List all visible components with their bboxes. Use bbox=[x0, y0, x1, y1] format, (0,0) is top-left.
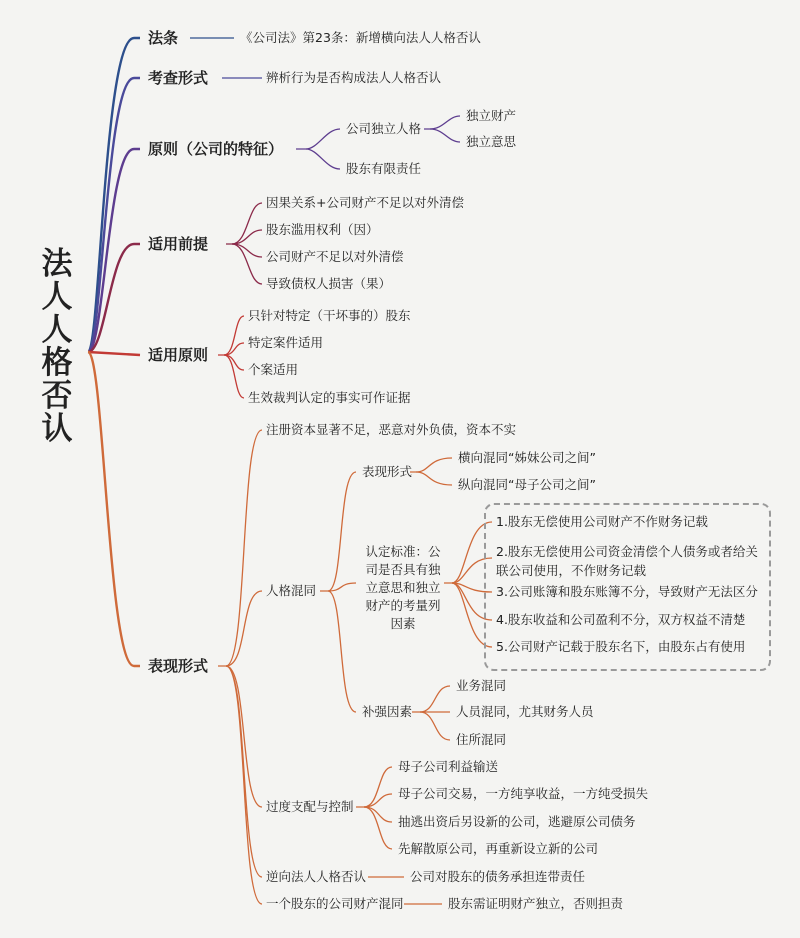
node-property: 独立财产 bbox=[466, 108, 517, 123]
apply-item: 生效裁判认定的事实可作证据 bbox=[248, 390, 411, 405]
root-title: 法 人 人 格 否 认 bbox=[41, 246, 73, 447]
node-manifest: 表现形式 bbox=[362, 464, 413, 479]
node-principle: 原则（公司的特征） bbox=[148, 140, 284, 158]
node-vertical: 纵向混同“母子公司之间” bbox=[458, 477, 596, 492]
standard-item: 2.股东无偿使用公司资金清偿个人债务或者给关联公司使用，不作财务记载 bbox=[496, 544, 758, 578]
supplement-item: 人员混同，尤其财务人员 bbox=[456, 704, 594, 719]
node-apply: 适用原则 bbox=[148, 346, 209, 364]
control-item: 母子公司利益输送 bbox=[398, 759, 499, 774]
node-limited: 股东有限责任 bbox=[346, 161, 422, 176]
node-single-text: 股东需证明财产独立，否则担责 bbox=[448, 896, 624, 911]
premise-item: 股东滥用权利（因） bbox=[266, 222, 379, 237]
node-reverse: 逆向法人人格否认 bbox=[266, 869, 367, 884]
premise-item: 公司财产不足以对外清偿 bbox=[266, 249, 404, 264]
node-supplement: 补强因素 bbox=[362, 704, 413, 719]
node-single: 一个股东的公司财产混同 bbox=[266, 896, 404, 911]
node-exam: 考查形式 bbox=[148, 69, 209, 87]
standard-item: 1.股东无偿使用公司财产不作财务记载 bbox=[496, 514, 708, 529]
node-horizontal: 横向混同“姊妹公司之间” bbox=[458, 450, 596, 465]
standard-item: 3.公司账簿和股东账簿不分，导致财产无法区分 bbox=[496, 584, 758, 599]
node-law-text: 《公司法》第23条：新增横向法人人格否认 bbox=[240, 30, 481, 45]
apply-item: 个案适用 bbox=[248, 362, 299, 377]
control-item: 先解散原公司，再重新设立新的公司 bbox=[398, 841, 599, 856]
node-independent: 公司独立人格 bbox=[346, 121, 422, 136]
node-will: 独立意思 bbox=[466, 134, 517, 149]
node-premise: 适用前提 bbox=[148, 235, 209, 253]
control-item: 母子公司交易，一方纯享收益，一方纯受损失 bbox=[398, 786, 649, 801]
node-control: 过度支配与控制 bbox=[266, 799, 354, 814]
node-standard: 认定标准：公司是否具有独立意思和独立财产的考量列因素 bbox=[365, 544, 441, 631]
standard-item: 4.股东收益和公司盈利不分，双方权益不清楚 bbox=[496, 612, 746, 627]
link-law bbox=[88, 38, 140, 352]
supplement-item: 住所混同 bbox=[456, 732, 507, 747]
premise-item: 因果关系+公司财产不足以对外清偿 bbox=[266, 195, 464, 210]
node-law: 法条 bbox=[148, 29, 179, 47]
node-reverse-text: 公司对股东的债务承担连带责任 bbox=[410, 869, 586, 884]
standard-item: 5.公司财产记载于股东名下，由股东占有使用 bbox=[496, 639, 746, 654]
link-exam bbox=[88, 78, 140, 352]
apply-item: 只针对特定（干坏事的）股东 bbox=[248, 308, 411, 323]
link-forms bbox=[88, 352, 140, 666]
node-mixing: 人格混同 bbox=[266, 583, 317, 598]
control-item: 抽逃出资后另设新的公司，逃避原公司债务 bbox=[398, 814, 636, 829]
link-apply bbox=[88, 352, 140, 355]
premise-item: 导致债权人损害（果） bbox=[266, 276, 392, 291]
supplement-item: 业务混同 bbox=[456, 678, 507, 693]
node-exam-text: 辨析行为是否构成法人人格否认 bbox=[266, 70, 442, 85]
apply-item: 特定案件适用 bbox=[248, 335, 324, 350]
node-forms: 表现形式 bbox=[148, 657, 209, 675]
node-capital: 注册资本显著不足，恶意对外负债，资本不实 bbox=[266, 422, 517, 437]
